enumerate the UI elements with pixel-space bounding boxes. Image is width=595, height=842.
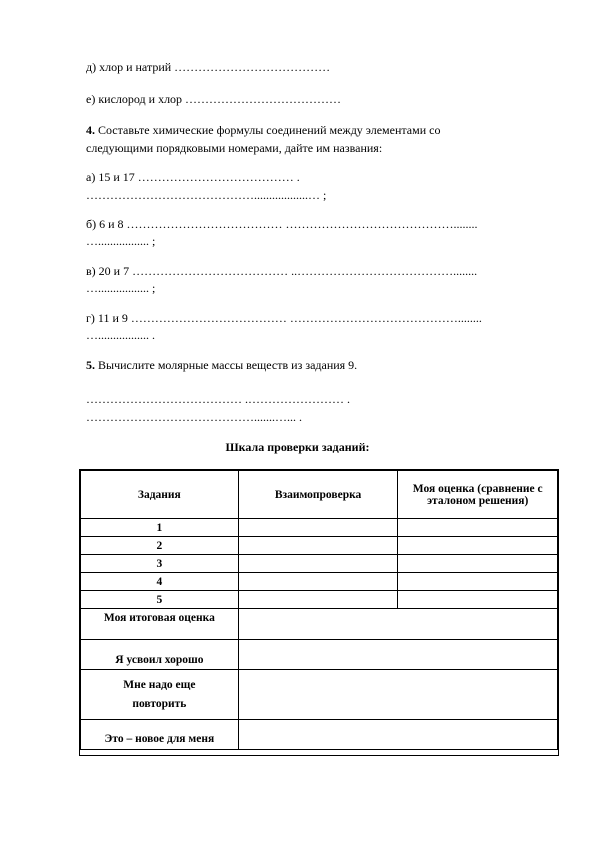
self-assessment-cell[interactable]: [398, 519, 558, 537]
answer-line-e: е) кислород и хлор …………………………………: [86, 92, 342, 106]
summary-label-new-for-me: Это – новое для меня: [81, 720, 239, 750]
task-5-line: [86, 358, 357, 373]
answer-line-a-1: а) 15 и 17 ………………………………… .: [86, 170, 300, 184]
table-row: [81, 573, 558, 591]
task-4-line-2: следующими порядковыми номерами, дайте им названия:: [86, 141, 383, 155]
answer-line-b-2: …................. ;: [86, 234, 156, 248]
task-4-line-1: [86, 123, 440, 138]
self-assessment-cell[interactable]: [398, 537, 558, 555]
task-number-cell: 1: [81, 519, 239, 537]
self-assessment-cell[interactable]: [398, 591, 558, 609]
table-header-row: [81, 471, 558, 519]
summary-value-cell[interactable]: [238, 609, 557, 640]
summary-value-cell[interactable]: [238, 640, 557, 670]
answer-line-a-2: ……………………………………..................… ;: [86, 188, 327, 202]
peer-review-cell[interactable]: [238, 519, 398, 537]
summary-value-cell[interactable]: [238, 720, 557, 750]
header-peer-review: Взаимопроверка: [238, 471, 398, 519]
answer-line-g-2: …................. .: [86, 328, 155, 342]
task-number-cell: 5: [81, 591, 239, 609]
summary-row: [81, 640, 558, 670]
header-tasks: Задания: [81, 471, 239, 519]
peer-review-cell[interactable]: [238, 573, 398, 591]
answer-line-5-2: …………………………………….......…... .: [86, 410, 302, 424]
table-title: Шкала проверки заданий:: [225, 440, 370, 454]
summary-label-final-grade: Моя итоговая оценка: [81, 609, 239, 640]
summary-value-cell[interactable]: [238, 670, 557, 720]
summary-row: [81, 609, 558, 640]
answer-line-g-1: г) 11 и 9 ………………………………… ……………………………………........: [86, 311, 482, 325]
task-number-cell: 3: [81, 555, 239, 573]
self-assessment-cell[interactable]: [398, 555, 558, 573]
peer-review-cell[interactable]: [238, 555, 398, 573]
assessment-table: [80, 470, 558, 750]
answer-line-d: д) хлор и натрий …………………………………: [86, 60, 331, 74]
task-5-text: Вычислите молярные массы веществ из задания 9.: [95, 358, 358, 372]
table-row: [81, 537, 558, 555]
task-number-cell: 2: [81, 537, 239, 555]
task-number-cell: 4: [81, 573, 239, 591]
task-5-number: 5.: [86, 358, 95, 372]
header-self-assessment: Моя оценка (сравнение с эталоном решения): [398, 471, 558, 519]
task-4-number: 4.: [86, 123, 95, 137]
summary-label-learned-well: Я усвоил хорошо: [81, 640, 239, 670]
table-row: [81, 519, 558, 537]
task-4-text: Составьте химические формулы соединений между элементами со: [95, 123, 441, 137]
self-assessment-cell[interactable]: [398, 573, 558, 591]
peer-review-cell[interactable]: [238, 591, 398, 609]
summary-label-need-repeat: Мне надо еще повторить: [81, 670, 239, 720]
peer-review-cell[interactable]: [238, 537, 398, 555]
summary-row: [81, 720, 558, 750]
table-row: [81, 591, 558, 609]
summary-row: [81, 670, 558, 720]
answer-line-b-1: б) 6 и 8 ………………………………… ……………………………………........: [86, 217, 478, 231]
answer-line-v-2: …................. ;: [86, 281, 156, 295]
answer-line-v-1: в) 20 и 7 ………………………………… ..…………………………………........: [86, 264, 478, 278]
table-row: [81, 555, 558, 573]
answer-line-5-1: ………………………………… .…………………… .: [86, 392, 350, 406]
